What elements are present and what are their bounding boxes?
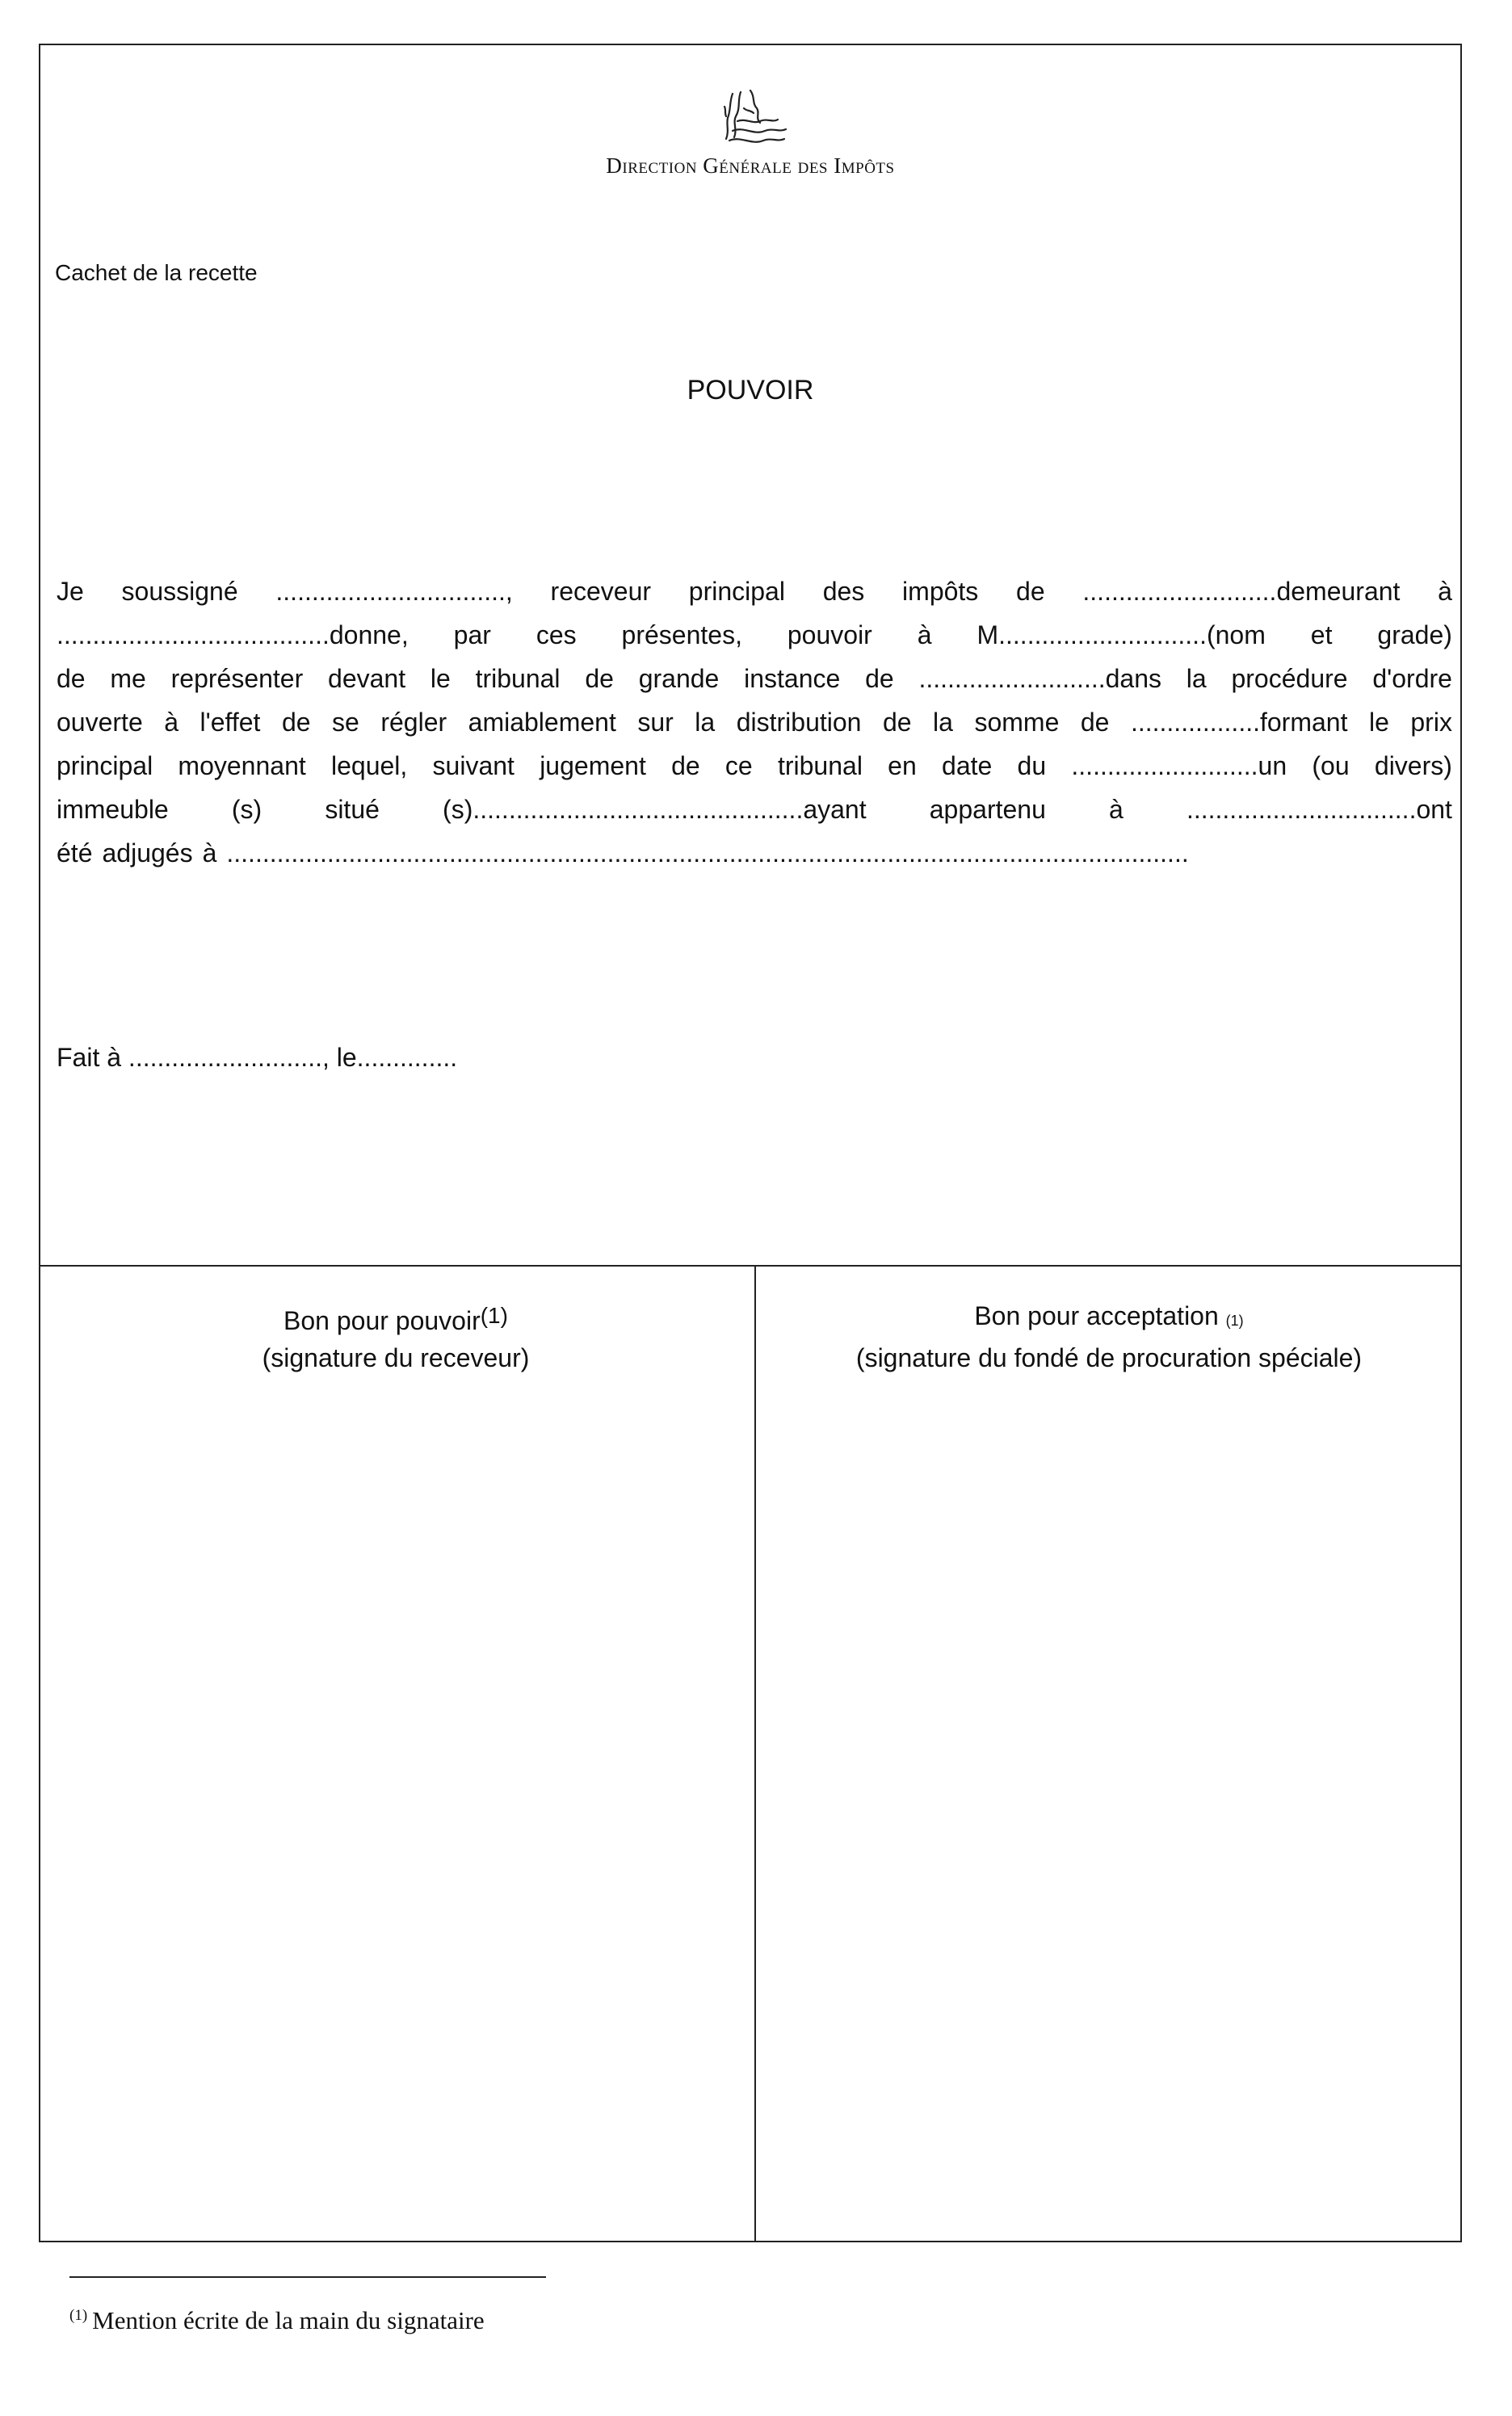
word: la xyxy=(695,708,716,737)
signature-subtitle: (signature du receveur) xyxy=(262,1343,530,1372)
word: me xyxy=(110,664,146,693)
footnote xyxy=(69,2306,485,2335)
word: se xyxy=(332,708,359,737)
signature-box-receveur xyxy=(40,1297,751,1376)
word: lequel, xyxy=(331,751,408,780)
word: instance xyxy=(744,664,841,693)
fill-in-blank: ...................................................................................................................................... xyxy=(226,838,1189,868)
fill-in-blank: ......................................donne, xyxy=(57,620,409,649)
fill-in-blank: (s)..............................................ayant xyxy=(443,795,867,824)
word: à xyxy=(1109,795,1124,824)
word: impôts xyxy=(902,577,979,606)
word: de xyxy=(1016,577,1045,606)
signature-subtitle: (signature du fondé de procuration spéciale) xyxy=(855,1343,1363,1372)
header xyxy=(40,86,1460,179)
fill-in-blank: ..................formant xyxy=(1130,708,1348,737)
fill-in-blank: ..........................un xyxy=(1071,751,1287,780)
word: ces xyxy=(536,620,577,649)
word: ce xyxy=(724,751,753,780)
signature-heading xyxy=(40,1297,751,1339)
footnote-marker: (1) xyxy=(1225,1313,1244,1329)
word: à xyxy=(1438,577,1452,606)
word: date xyxy=(942,751,993,780)
word: de xyxy=(57,664,86,693)
word: de xyxy=(882,708,912,737)
footnote-marker: (1) xyxy=(69,2307,88,2324)
word: amiablement xyxy=(468,708,616,737)
fill-in-blank: ...........................demeurant xyxy=(1082,577,1401,606)
word: principal xyxy=(688,577,785,606)
word: Je xyxy=(57,577,84,606)
word: procédure xyxy=(1231,664,1348,693)
marianne-emblem-icon xyxy=(708,86,792,152)
form-frame xyxy=(39,44,1462,2242)
signature-title: Bon pour pouvoir xyxy=(284,1306,481,1335)
word: immeuble xyxy=(57,795,169,824)
word: distribution xyxy=(736,708,862,737)
fill-in-blank: ................................ont xyxy=(1186,795,1452,824)
text-line xyxy=(57,569,1452,613)
word: appartenu xyxy=(929,795,1046,824)
word: des xyxy=(822,577,865,606)
word: en xyxy=(888,751,917,780)
word: divers) xyxy=(1374,751,1452,780)
word: tribunal xyxy=(475,664,561,693)
text-line xyxy=(57,657,1452,700)
word: le xyxy=(430,664,451,693)
word: pouvoir xyxy=(787,620,872,649)
word: d'ordre xyxy=(1372,664,1452,693)
word: soussigné xyxy=(121,577,238,606)
word: de xyxy=(865,664,894,693)
text-line xyxy=(57,744,1452,788)
word: été xyxy=(57,838,93,868)
word: situé xyxy=(325,795,380,824)
word: le xyxy=(1368,708,1389,737)
form-body-section xyxy=(40,45,1460,1267)
word: sur xyxy=(637,708,674,737)
word: prix xyxy=(1410,708,1452,737)
word: somme xyxy=(974,708,1060,737)
place-date-line: Fait à ..........................., le.............. xyxy=(57,1043,458,1072)
footnote-rule xyxy=(69,2276,546,2278)
word: suivant xyxy=(432,751,514,780)
text-line xyxy=(57,613,1452,657)
org-name: Direction Générale des Impôts xyxy=(606,153,895,178)
footnote-text: Mention écrite de la main du signataire xyxy=(92,2306,485,2334)
word: de xyxy=(1080,708,1110,737)
word: du xyxy=(1017,751,1047,780)
fill-in-blank: ..........................dans xyxy=(918,664,1161,693)
word: (ou xyxy=(1312,751,1350,780)
word: jugement xyxy=(540,751,646,780)
word: par xyxy=(453,620,491,649)
word: la xyxy=(1186,664,1207,693)
signature-box-fonde xyxy=(756,1297,1462,1376)
word: moyennant xyxy=(178,751,306,780)
word: régler xyxy=(380,708,447,737)
text-line xyxy=(57,700,1452,744)
word: (s) xyxy=(231,795,262,824)
stamp-label: Cachet de la recette xyxy=(55,260,258,285)
word: adjugés xyxy=(102,838,193,868)
word: à xyxy=(164,708,179,737)
word: de xyxy=(281,708,311,737)
fill-in-blank: ................................, xyxy=(275,577,513,606)
authorization-text xyxy=(57,569,1452,875)
word: l'effet xyxy=(200,708,261,737)
signature-heading xyxy=(756,1297,1462,1339)
word: à xyxy=(917,620,932,649)
text-line xyxy=(57,831,1452,875)
signature-title: Bon pour acceptation xyxy=(974,1301,1219,1330)
footnote-marker: (1) xyxy=(480,1303,508,1328)
word: devant xyxy=(328,664,406,693)
text-line xyxy=(57,788,1452,831)
word: ouverte xyxy=(57,708,143,737)
word: principal xyxy=(57,751,153,780)
word: la xyxy=(933,708,953,737)
word: receveur xyxy=(550,577,652,606)
document-title: POUVOIR xyxy=(687,375,814,405)
word: et xyxy=(1310,620,1333,649)
word: présentes, xyxy=(621,620,742,649)
word: tribunal xyxy=(777,751,863,780)
word: représenter xyxy=(170,664,304,693)
horizontal-divider xyxy=(40,1265,1460,1267)
word: de xyxy=(671,751,700,780)
word: grade) xyxy=(1377,620,1452,649)
word: grande xyxy=(638,664,720,693)
column-divider xyxy=(754,1265,756,2241)
word: de xyxy=(585,664,614,693)
fill-in-blank: M.............................(nom xyxy=(976,620,1266,649)
word: à xyxy=(202,838,217,868)
